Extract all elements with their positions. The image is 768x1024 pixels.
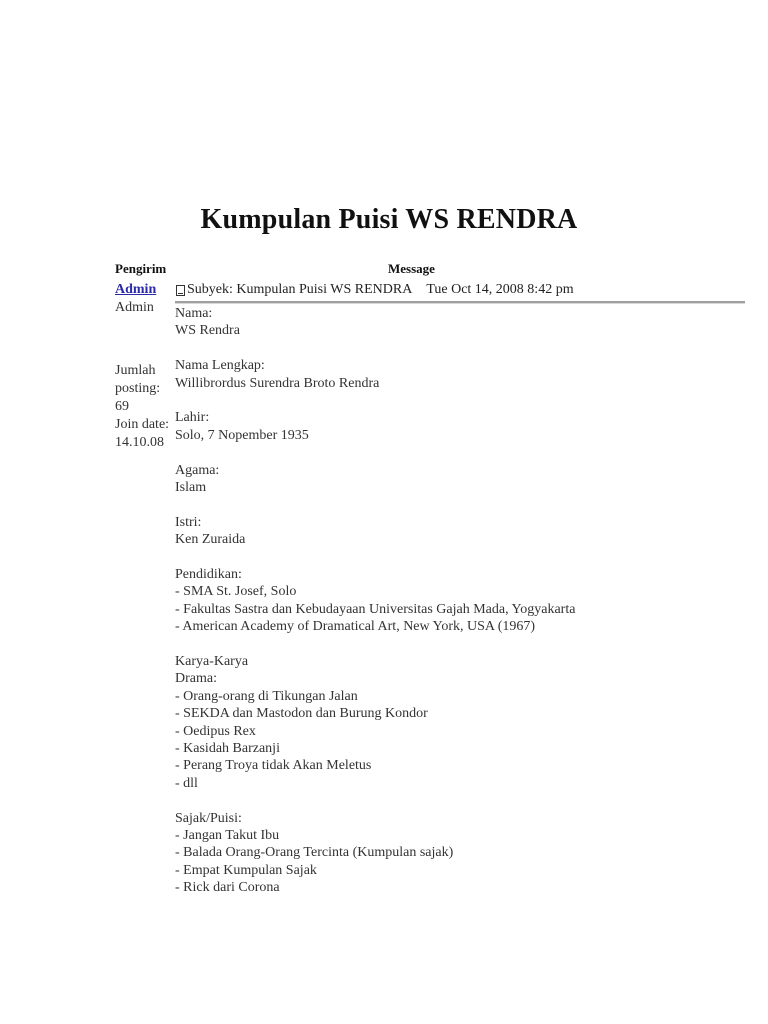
post-body-line: Willibrordus Surendra Broto Rendra (175, 375, 380, 391)
author-stat-line: 69 (115, 399, 129, 414)
post-body-line (175, 636, 745, 653)
author-stat-line: posting: (115, 381, 161, 396)
post-body-line: - SMA St. Josef, Solo (175, 584, 297, 600)
post-message (175, 281, 745, 897)
post-body-line: Istri: (175, 514, 202, 530)
post-body-line: Pendidikan: (175, 567, 242, 583)
post-body-line (175, 340, 745, 357)
author-name-link[interactable]: Admin (115, 282, 157, 297)
post-body-line: Solo, 7 Nopember 1935 (175, 427, 309, 443)
post-body-line (175, 496, 745, 513)
post-date: Tue Oct 14, 2008 8:42 pm (426, 282, 574, 297)
post-body-line: - SEKDA dan Mastodon dan Burung Kondor (175, 706, 428, 722)
post-body-line: - Balada Orang-Orang Tercinta (Kumpulan sajak) (175, 845, 454, 861)
post-body-line: Drama: (175, 671, 217, 687)
column-header-message: Message (388, 261, 435, 276)
post-body-line: - Rick dari Corona (175, 880, 280, 896)
post-body-line (175, 792, 745, 809)
post-body-line: Agama: (175, 462, 220, 478)
post-author-panel (115, 281, 173, 452)
subject-divider (175, 301, 745, 304)
post-body-line (175, 549, 745, 566)
post-body-line: - Oedipus Rex (175, 723, 256, 739)
author-stat-line: 14.10.08 (115, 435, 164, 450)
author-stat-line: Jumlah (115, 363, 156, 378)
column-header-sender: Pengirim (115, 261, 167, 276)
post-body-line: - Kasidah Barzanji (175, 741, 280, 757)
post-body-line: Karya-Karya (175, 654, 249, 670)
post-body-line: - Empat Kumpulan Sajak (175, 862, 317, 878)
post-body-line: Lahir: (175, 410, 210, 426)
post-body (175, 305, 745, 897)
post-subject-row (175, 281, 745, 300)
post-body-line: - Fakultas Sastra dan Kebudayaan Universitas Gajah Mada, Yogyakarta (175, 601, 576, 617)
post-body-line: Sajak/Puisi: (175, 810, 242, 826)
post-subject: Subyek: Kumpulan Puisi WS RENDRA (187, 282, 413, 297)
post-body-line: - Orang-orang di Tikungan Jalan (175, 688, 358, 704)
post-body-line: Islam (175, 480, 207, 496)
post-body-line: Nama: (175, 306, 213, 321)
post-document-icon[interactable] (176, 285, 185, 296)
author-stats (115, 362, 173, 452)
page-title: Kumpulan Puisi WS RENDRA (200, 204, 578, 235)
post-body-line (175, 392, 745, 409)
post-body-line: Nama Lengkap: (175, 358, 265, 374)
post-body-line: WS Rendra (175, 323, 240, 339)
author-rank: Admin (115, 300, 154, 315)
post-body-line: Ken Zuraida (175, 532, 246, 548)
post-body-line: - Jangan Takut Ibu (175, 828, 280, 844)
post-body-line: - Perang Troya tidak Akan Meletus (175, 758, 372, 774)
post-body-line: - dll (175, 775, 198, 791)
post-body-line: - American Academy of Dramatical Art, New York, USA (1967) (175, 619, 536, 635)
author-stat-line: Join date: (115, 417, 170, 432)
post-body-line (175, 444, 745, 461)
